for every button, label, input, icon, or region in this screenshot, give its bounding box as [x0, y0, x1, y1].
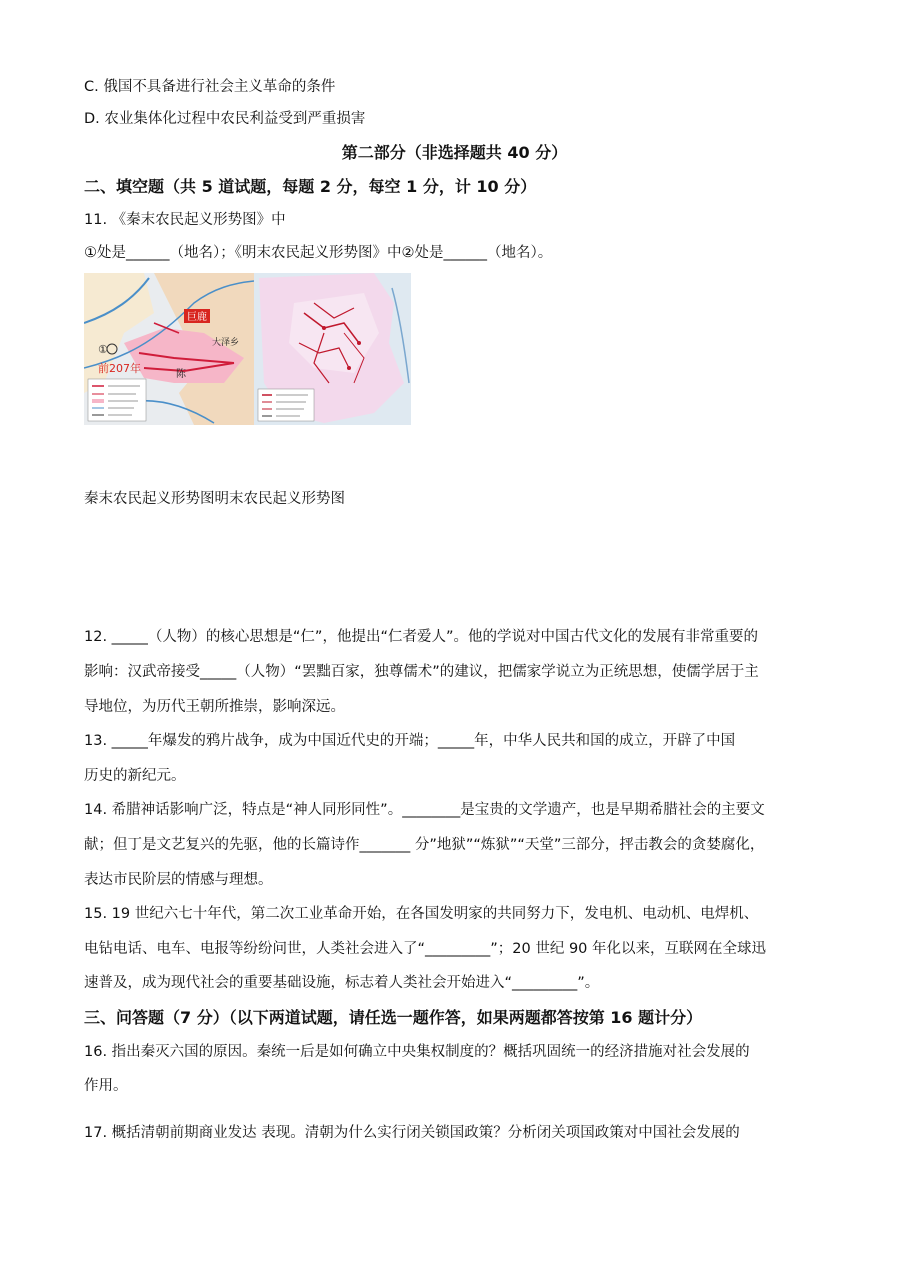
q11-maps — [84, 273, 411, 425]
q16-line1: 16. 指出秦灭六国的原因。秦统一后是如何确立中央集权制度的？概括巩固统一的经济措施对社会发展的 — [84, 1044, 750, 1060]
part2-title: 第二部分（非选择题共 40 分） — [341, 143, 568, 162]
ming-uprising-map — [254, 273, 411, 425]
option-d: D. 农业集体化过程中农民利益受到严重损害 — [84, 111, 366, 127]
section3-title: 三、问答题（7 分）（以下两道试题，请任选一题作答，如果两题都答按第 16 题计分） — [84, 1008, 703, 1027]
q14-line2: 献；但丁是文艺复兴的先驱，他的长篇诗作_______ 分”地狱”“炼狱”“天堂”三部分，抨击教会的贪婪腐化， — [84, 837, 765, 853]
q14-line1: 14. 希腊神话影响广泛，特点是“神人同形同性”。________是宝贵的文学遗产，也是早期希腊社会的主要文 — [84, 802, 765, 818]
map-caption: 秦末农民起义形势图明末农民起义形势图 — [84, 491, 345, 507]
q15-line2: 电钻电话、电车、电报等纷纷问世，人类社会进入了“_________”；20 世纪 90 年化以来，互联网在全球迅 — [84, 941, 766, 957]
q12-line3: 导地位，为历代王朝所推崇，影响深远。 — [84, 699, 345, 715]
q11-line1: 11. 《秦末农民起义形势图》中 — [84, 212, 286, 228]
q16-line2: 作用。 — [84, 1078, 128, 1094]
map1-city: 陈 — [176, 369, 186, 380]
q17-line1: 17. 概括清朝前期商业发达 表现。清朝为什么实行闭关锁国政策？分析闭关项国政策对中国社会发展的 — [84, 1125, 740, 1141]
map1-place: 大泽乡 — [212, 338, 240, 348]
q13-line2: 历史的新纪元。 — [84, 768, 186, 784]
q15-line3: 速普及，成为现代社会的重要基础设施，标志着人类社会开始进入“_________”。 — [84, 975, 600, 991]
q11-line2: ①处是______（地名）；《明末农民起义形势图》中②处是______（地名）。 — [84, 245, 553, 261]
section2-title: 二、填空题（共 5 道试题，每题 2 分，每空 1 分，计 10 分） — [84, 177, 537, 196]
map1-region-label: 巨鹿 — [187, 312, 207, 323]
map1-year: 前207年 — [98, 362, 141, 375]
q14-line3: 表达市民阶层的情感与理想。 — [84, 872, 273, 888]
q15-line1: 15. 19 世纪六七十年代，第二次工业革命开始，在各国发明家的共同努力下，发电机、电动机、电焊机、 — [84, 906, 759, 922]
qin-uprising-map — [84, 273, 254, 425]
option-c: C. 俄国不具备进行社会主义革命的条件 — [84, 79, 336, 95]
q12-line2: 影响：汉武帝接受_____（人物）“罢黜百家，独尊儒术”的建议，把儒家学说立为正统思想，使儒学居于主 — [84, 664, 759, 680]
q13-line1: 13. _____年爆发的鸦片战争，成为中国近代史的开端；_____年，中华人民共和国的成立，开辟了中国 — [84, 733, 736, 749]
map1-marker: ① — [98, 343, 108, 356]
q12-line1: 12. _____（人物）的核心思想是“仁”，他提出“仁者爱人”。他的学说对中国古代文化的发展有非常重要的 — [84, 629, 758, 645]
